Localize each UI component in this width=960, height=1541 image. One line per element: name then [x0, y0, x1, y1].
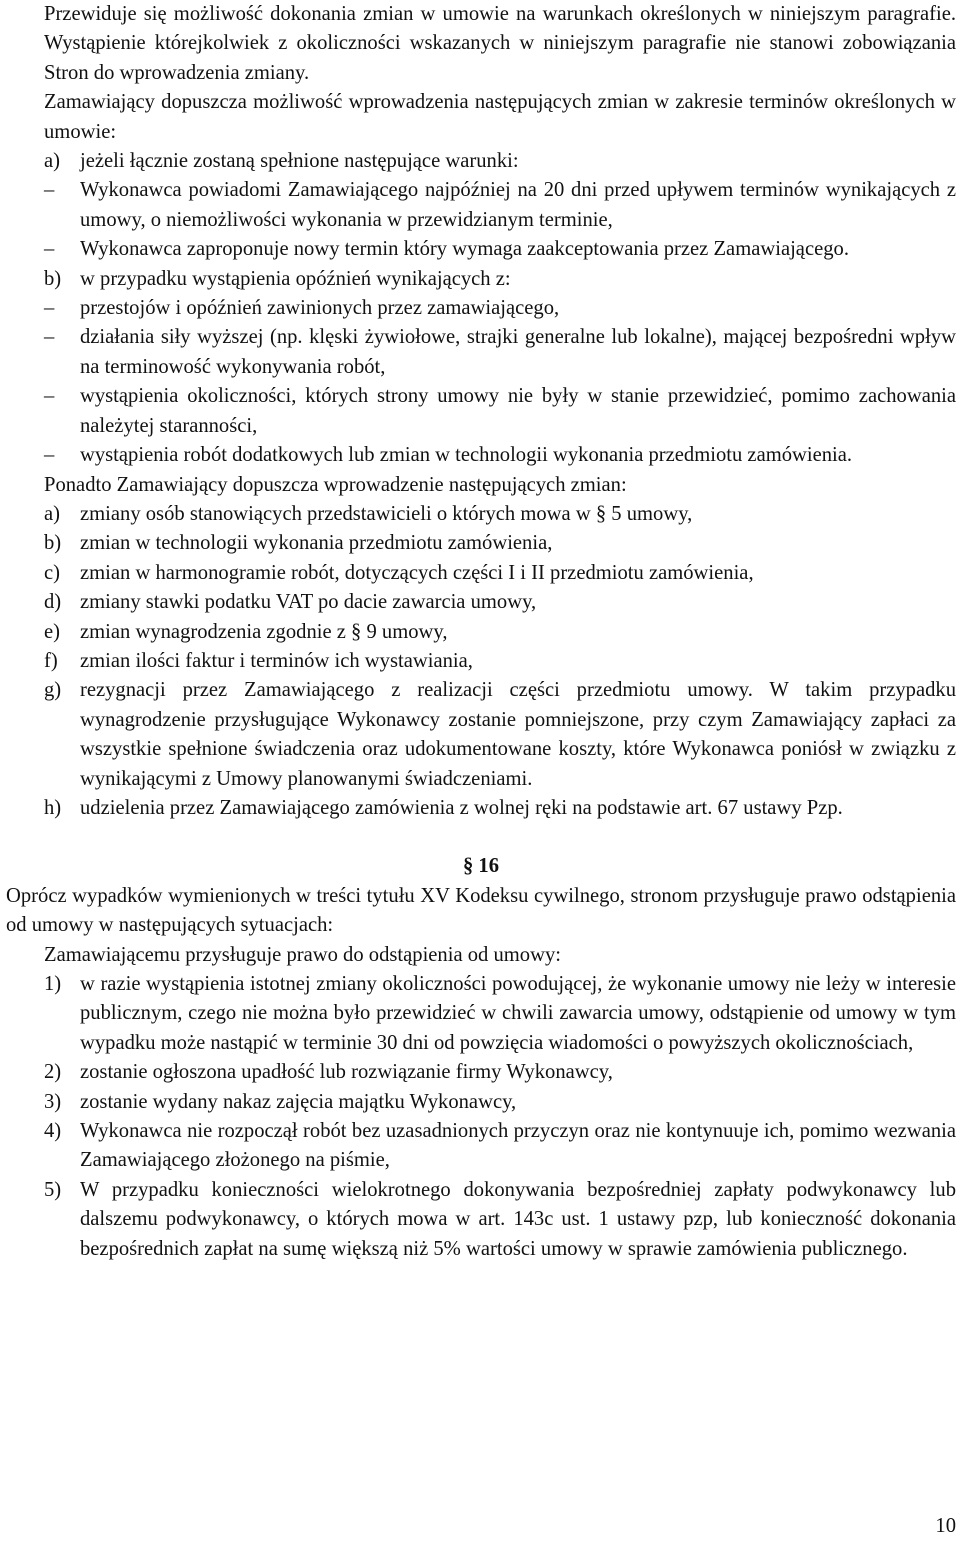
dash-item-text: Wykonawca powiadomi Zamawiającego najpóźniej na 20 dni przed upływem terminów wynikających z umowy, o niemożliwości wykonania w przewidzianym terminie, — [80, 179, 956, 231]
subitem-label: e) — [44, 620, 60, 643]
subitem — [6, 676, 956, 794]
subitem-text: rezygnacji przez Zamawiającego z realizacji części przedmiotu umowy. W takim przypadku wynagrodzenie przysługujące Wykonawcy zostanie pomniejszone, przy czym Zamawiający zapłaci za wszystkie spełnione świadczenia oraz udokumentowane koszty, które Wykonawca poniósł w związku z wynikającymi z Umowy planowanymi świadczeniami. — [80, 679, 956, 790]
subitem-text: zmian wynagrodzenia zgodnie z § 9 umowy, — [80, 620, 448, 643]
dash-item — [6, 235, 956, 264]
list-item-text: Zamawiający dopuszcza możliwość wprowadzenia następujących zmian w zakresie terminów określonych w umowie: — [44, 91, 956, 143]
subitem-text: zmiany osób stanowiących przedstawicieli o których mowa w § 5 umowy, — [80, 502, 693, 525]
section-intro: Oprócz wypadków wymienionych w treści tytułu XV Kodeksu cywilnego, stronom przysługuje prawo odstąpienia od umowy w następujących sytuacjach: — [6, 884, 956, 937]
subitem-text: zostanie wydany nakaz zajęcia majątku Wykonawcy, — [80, 1090, 517, 1113]
subitem-text: W przypadku konieczności wielokrotnego dokonywania bezpośredniej zapłaty podwykonawcy lub dalszemu podwykonawcy, o których mowa w art. 143c ust. 1 ustawy pzp, lub konieczność dokonania bezpośrednich zapłat na sumę większą niż 5% wartości umowy w sprawie zamówienia publicznego. — [80, 1178, 956, 1260]
subitem-4a — [6, 147, 956, 176]
subitem-label: 1) — [44, 972, 62, 995]
dash-item-text: przestojów i opóźnień zawinionych przez zamawiającego, — [80, 297, 560, 320]
subitem-text: w przypadku wystąpienia opóźnień wynikających z: — [80, 267, 511, 290]
subitem-text: Wykonawca nie rozpoczął robót bez uzasadnionych przyczyn oraz nie kontynuuje ich, pomimo wezwania Zamawiającego złożonego na piśmie, — [80, 1120, 956, 1172]
list-item-1 — [6, 941, 956, 970]
dash-item-text: działania siły wyższej (np. klęski żywiołowe, strajki generalne lub lokalne), mającej bezpośredni wpływ na terminowość wykonywania robót, — [80, 326, 956, 378]
subitem — [6, 1117, 956, 1176]
subitem-label: f) — [44, 649, 58, 672]
list-item-3 — [6, 0, 956, 88]
list-item-5 — [6, 471, 956, 500]
subitem — [6, 588, 956, 617]
subitem — [6, 1176, 956, 1264]
subitem-4b — [6, 265, 956, 294]
subitem-label: h) — [44, 796, 62, 819]
dash-icon: – — [44, 179, 55, 202]
document-body — [6, 0, 956, 1264]
subitem — [6, 970, 956, 1058]
list-item-text: Przewiduje się możliwość dokonania zmian w umowie na warunkach określonych w niniejszym paragrafie. Wystąpienie którejkolwiek z okoliczności wskazanych w niniejszym paragrafie nie stanowi zobowiązania Stron do wprowadzenia zmiany. — [44, 3, 956, 84]
subitem — [6, 618, 956, 647]
subitem-label: 4) — [44, 1120, 62, 1143]
subitem — [6, 794, 956, 823]
dash-item-text: Wykonawca zaproponuje nowy termin który wymaga zaakceptowania przez Zamawiającego. — [80, 238, 849, 261]
dash-item-text: wystąpienia okoliczności, których strony umowy nie były w stanie przewidzieć, pomimo zachowania należytej staranności, — [80, 385, 956, 437]
subitem — [6, 647, 956, 676]
subitem-text: udzielenia przez Zamawiającego zamówienia z wolnej ręki na podstawie art. 67 ustawy Pzp. — [80, 796, 843, 819]
subitem-text: zmiany stawki podatku VAT po dacie zawarcia umowy, — [80, 591, 537, 614]
subitem-label: c) — [44, 561, 60, 584]
subitem-text: zmian ilości faktur i terminów ich wystawiania, — [80, 649, 473, 672]
subitem — [6, 1088, 956, 1117]
subitem — [6, 529, 956, 558]
section-heading: § 16 — [462, 855, 500, 878]
dash-item — [6, 323, 956, 382]
subitem-text: zmian w technologii wykonania przedmiotu zamówienia, — [80, 532, 553, 555]
list-item-4 — [6, 88, 956, 147]
subitem-label: b) — [44, 267, 62, 290]
subitem — [6, 500, 956, 529]
subitem-label: 5) — [44, 1178, 62, 1201]
subitem-label: a) — [44, 150, 60, 173]
dash-icon: – — [44, 326, 55, 349]
subitem-label: 3) — [44, 1090, 62, 1113]
subitem-label: b) — [44, 532, 62, 555]
dash-icon: – — [44, 238, 55, 261]
dash-item — [6, 382, 956, 441]
subitem-text: zmian w harmonogramie robót, dotyczących części I i II przedmiotu zamówienia, — [80, 561, 754, 584]
dash-icon: – — [44, 444, 55, 467]
subitem-text: jeżeli łącznie zostaną spełnione następujące warunki: — [80, 150, 519, 173]
subitem — [6, 559, 956, 588]
dash-item — [6, 441, 956, 470]
subitem-text: w razie wystąpienia istotnej zmiany okoliczności powodującej, że wykonanie umowy nie leży w interesie publicznym, czego nie można było przewidzieć w chwili zawarcia umowy, odstąpienie od umowy w tym wypadku może nastąpić w terminie 30 dni od powzięcia wiadomości o powyższych okolicznościach, — [80, 972, 956, 1054]
dash-item — [6, 294, 956, 323]
subitem-label: 2) — [44, 1061, 62, 1084]
dash-item-text: wystąpienia robót dodatkowych lub zmian w technologii wykonania przedmiotu zamówienia. — [80, 444, 853, 467]
subitem-label: a) — [44, 502, 60, 525]
page-number: 10 — [935, 1515, 956, 1537]
list-item-text: Zamawiającemu przysługuje prawo do odstąpienia od umowy: — [44, 943, 561, 966]
dash-icon: – — [44, 297, 55, 320]
subitem — [6, 1058, 956, 1087]
subitem-label: g) — [44, 679, 62, 702]
dash-icon: – — [44, 385, 55, 408]
dash-item — [6, 176, 956, 235]
list-item-text: Ponadto Zamawiający dopuszcza wprowadzenie następujących zmian: — [44, 473, 627, 496]
subitem-text: zostanie ogłoszona upadłość lub rozwiązanie firmy Wykonawcy, — [80, 1061, 613, 1084]
subitem-label: d) — [44, 591, 62, 614]
